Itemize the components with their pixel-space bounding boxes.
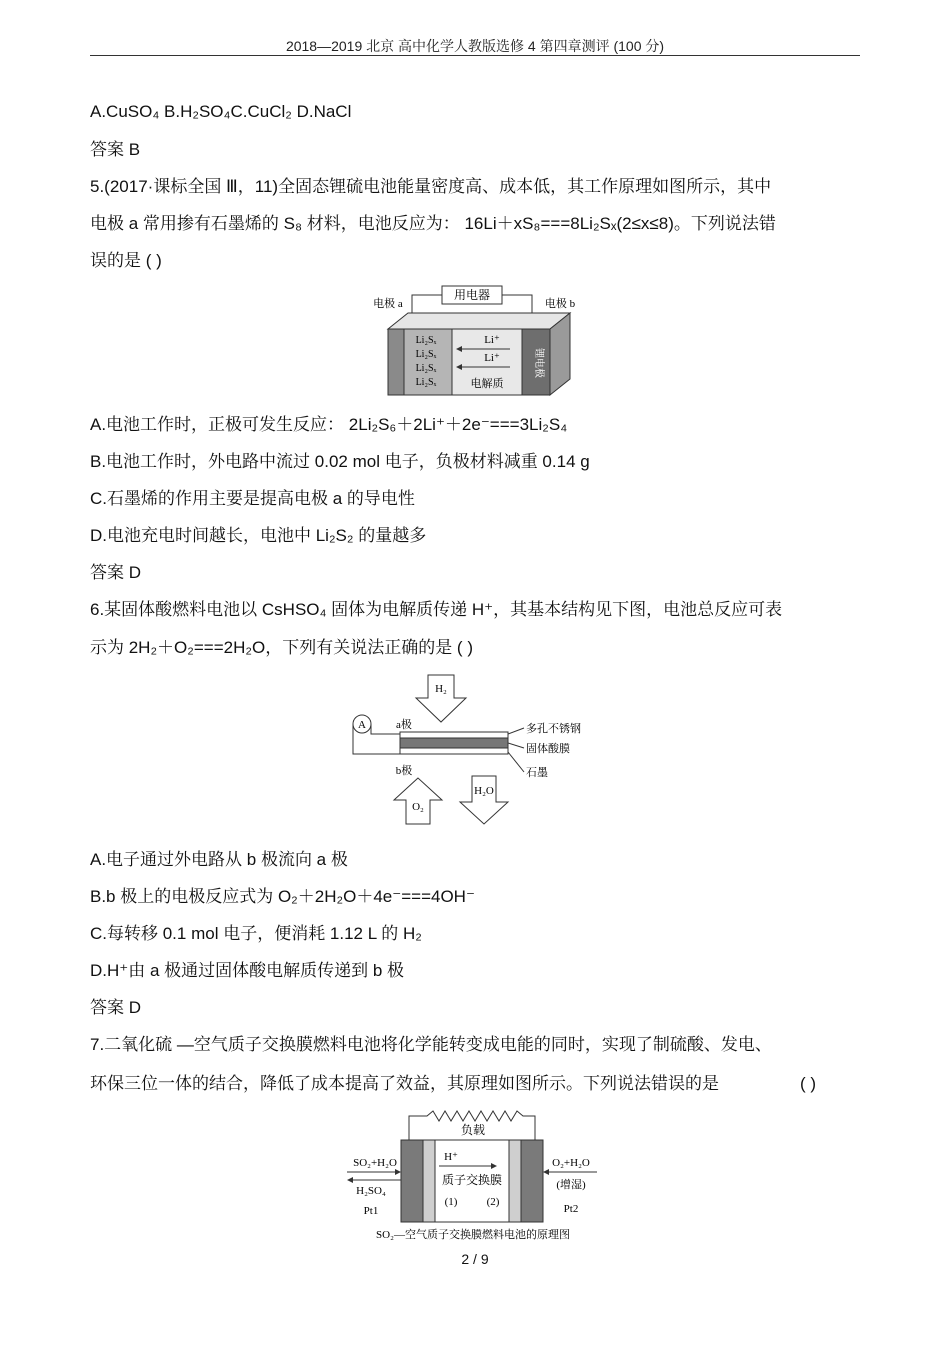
fig1-li-plus-2: Li⁺ xyxy=(484,352,500,364)
q6-answer: 答案 D xyxy=(90,998,141,1017)
fig1-li2sx-4: Li₂Sₓ xyxy=(415,377,437,388)
fig2-steel-label: 多孔不锈钢 xyxy=(526,723,581,735)
q5-answer: 答案 D xyxy=(90,563,141,582)
fig2-graphite-label: 石墨 xyxy=(526,767,548,779)
q6-stem-2: 示为 2H₂＋O₂===2H₂O，下列有关说法正确的是 ( ) xyxy=(90,638,473,657)
q5-stem-3: 误的是 ( ) xyxy=(90,251,162,270)
fig3-caption: SO₂—空气质子交换膜燃料电池的原理图 xyxy=(376,1229,570,1241)
fig3-pt2: Pt2 xyxy=(563,1203,579,1215)
q6-option-a: A.电子通过外电路从 b 极流向 a 极 xyxy=(90,850,348,869)
q5-option-c: C.石墨烯的作用主要是提高电极 a 的导电性 xyxy=(90,489,415,508)
fig2-h2-label: H₂ xyxy=(435,683,447,695)
header-rule xyxy=(90,55,860,56)
fig3-so2-input: SO₂+H₂O xyxy=(353,1157,397,1169)
fig1-li-plus-1: Li⁺ xyxy=(484,334,500,346)
fig3-load-label: 负载 xyxy=(460,1123,486,1137)
fig1-device-label: 用电器 xyxy=(453,288,491,302)
fig1-li-film-label: 锂电极 xyxy=(533,348,544,378)
q6-option-d: D.H⁺由 a 极通过固体酸电解质传递到 b 极 xyxy=(90,961,405,980)
fig3-humidified: (增湿) xyxy=(556,1179,586,1191)
fig2-b-pole: b极 xyxy=(395,765,413,777)
q5-option-b: B.电池工作时，外电路中流过 0.02 mol 电子，负极材料减重 0.14 g xyxy=(90,452,590,471)
fig1-li2sx-2: Li₂Sₓ xyxy=(415,349,437,360)
page-header: 2018—2019 北京 高中化学人教版选修 4 第四章测评 (100 分) xyxy=(285,38,665,54)
fig1-li2sx-3: Li₂Sₓ xyxy=(415,363,437,374)
fig1-electrode-a: 电极 a xyxy=(373,298,403,310)
fig1-electrode-b: 电极 b xyxy=(544,298,576,310)
q7-stem-1: 7.二氧化硫 —空气质子交换膜燃料电池将化学能转变成电能的同时，实现了制硫酸、发电、 xyxy=(90,1035,772,1054)
q5-stem-2: 电极 a 常用掺有石墨烯的 S₈ 材料，电池反应为： 16Li＋xS₈===8Li₂Sₓ(2≤x≤8)。下列说法错 xyxy=(90,214,776,233)
fig-so2-pem-fuel-cell xyxy=(345,1108,605,1244)
fig2-membrane-label: 固体酸膜 xyxy=(526,743,570,755)
q6-stem-1: 6.某固体酸燃料电池以 CsHSO₄ 固体为电解质传递 H⁺，其基本结构见下图，电池总反应可表 xyxy=(90,600,783,619)
fig1-li2sx-1: Li₂Sₓ xyxy=(415,335,437,346)
q5-option-a: A.电池工作时，正极可发生反应： 2Li₂S₆＋2Li⁺＋2e⁻===3Li₂S₄ xyxy=(90,415,568,434)
fig1-electrolyte-label: 电解质 xyxy=(470,378,504,390)
q7-stem-2: 环保三位一体的结合，降低了成本提高了效益，其原理如图所示。下列说法错误的是 xyxy=(90,1074,719,1093)
q4-answer: 答案 B xyxy=(90,140,141,159)
fig3-o2-input: O₂+H₂O xyxy=(552,1157,590,1169)
fig3-zone-1: (1) xyxy=(444,1196,458,1208)
q6-option-c: C.每转移 0.1 mol 电子，便消耗 1.12 L 的 H₂ xyxy=(90,924,422,943)
fig2-ammeter: A xyxy=(358,719,366,731)
fig3-h-plus: H⁺ xyxy=(444,1151,458,1163)
fig3-pem-label: 质子交换膜 xyxy=(441,1173,503,1187)
fig3-zone-2: (2) xyxy=(486,1196,500,1208)
q7-answer-blank: ( ) xyxy=(800,1074,817,1093)
q4-options: A.CuSO₄ B.H₂SO₄C.CuCl₂ D.NaCl xyxy=(90,102,352,121)
q5-option-d: D.电池充电时间越长，电池中 Li₂S₂ 的量越多 xyxy=(90,526,427,545)
fig2-o2-label: O₂ xyxy=(412,801,424,813)
fig-li-s-battery xyxy=(360,283,590,401)
fig3-h2so4-output: H₂SO₄ xyxy=(356,1185,386,1197)
q5-stem-1: 5.(2017·课标全国 Ⅲ，11)全固态锂硫电池能量密度高、成本低，其工作原理如图所示，其中 xyxy=(90,177,772,196)
q6-option-b: B.b 极上的电极反应式为 O₂＋2H₂O＋4e⁻===4OH⁻ xyxy=(90,887,475,906)
fig2-h2o-label: H₂O xyxy=(474,785,494,797)
page-number: 2 / 9 xyxy=(461,1251,489,1267)
fig3-pt1: Pt1 xyxy=(363,1205,379,1217)
fig2-a-pole: a极 xyxy=(396,719,412,731)
fig-solid-acid-fuel-cell xyxy=(348,672,598,828)
